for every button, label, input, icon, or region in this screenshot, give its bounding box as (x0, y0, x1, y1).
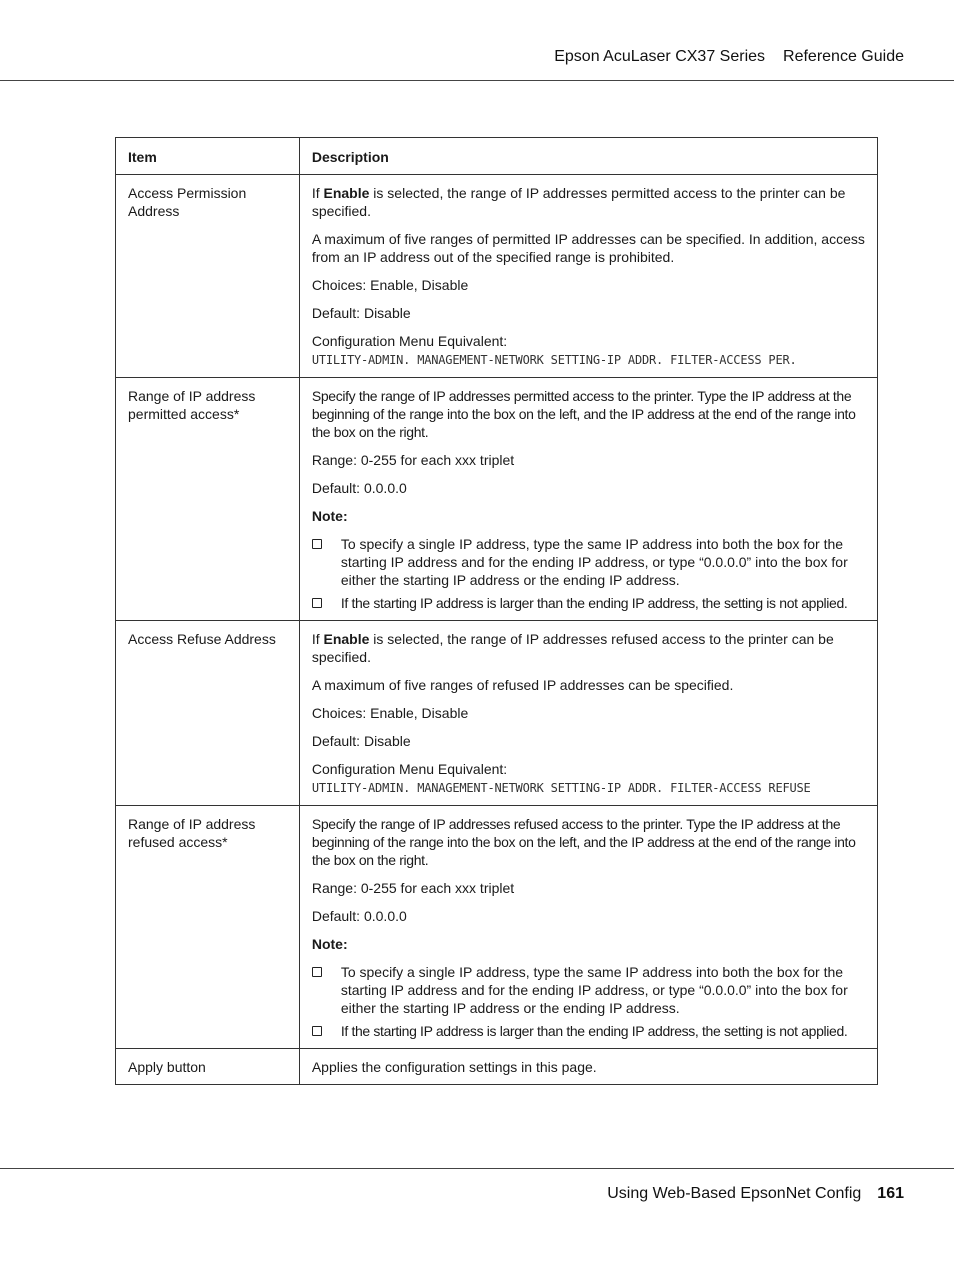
column-header-description: Description (299, 138, 877, 175)
range-text: Range: 0-255 for each xxx triplet (311, 452, 515, 468)
description-paragraph: A maximum of five ranges of permitted IP addresses can be specified. In addition, access from an IP address out of the specified range is prohibited. (311, 231, 865, 265)
note-list (312, 963, 867, 1040)
description-cell (299, 806, 877, 1049)
description-paragraph: Specify the range of IP addresses refused access to the printer. Type the IP address at the beginning of the range into the box on the left, and the IP address at the end of the range into the box on the right. (311, 816, 856, 868)
description-cell (299, 1049, 877, 1085)
table-header-row (116, 138, 878, 175)
note-list (312, 535, 867, 612)
default-text: Default: 0.0.0.0 (311, 908, 407, 924)
note-heading: Note: (311, 936, 348, 952)
enable-keyword: Enable (323, 631, 370, 647)
header-guide: Reference Guide (783, 48, 904, 65)
item-cell: Range of IP address refused access* (116, 806, 300, 1049)
description-paragraph: If Enable is selected, the range of IP addresses permitted access to the printer can be specified. (311, 185, 846, 219)
footer-section: Using Web-Based EpsonNet Config (607, 1185, 862, 1202)
choices-text: Choices: Enable, Disable (311, 277, 469, 293)
description-paragraph: Applies the configuration settings in this page. (311, 1059, 597, 1075)
footer-divider (0, 1168, 954, 1169)
table-row (116, 1049, 878, 1085)
list-item: If the starting IP address is larger than the ending IP address, the setting is not applied. (312, 1022, 867, 1040)
description-cell (299, 378, 877, 621)
table-row (116, 806, 878, 1049)
note-heading: Note: (311, 508, 348, 524)
default-text: Default: Disable (311, 733, 411, 749)
description-paragraph: If Enable is selected, the range of IP addresses refused access to the printer can be specified. (311, 631, 834, 665)
description-paragraph: A maximum of five ranges of refused IP addresses can be specified. (311, 677, 734, 693)
menu-label: Configuration Menu Equivalent: (311, 761, 508, 777)
item-cell: Access Refuse Address (116, 621, 300, 806)
column-header-item: Item (116, 138, 300, 175)
enable-keyword: Enable (323, 185, 370, 201)
menu-path: UTILITY-ADMIN. MANAGEMENT-NETWORK SETTING-IP ADDR. FILTER-ACCESS REFUSE (311, 781, 811, 795)
list-item: If the starting IP address is larger than the ending IP address, the setting is not applied. (312, 594, 867, 612)
table-row (116, 378, 878, 621)
description-cell (299, 621, 877, 806)
list-item: To specify a single IP address, type the same IP address into both the box for the starting IP address and for the ending IP address, or type “0.0.0.0” into the box for either the starting IP address or the ending IP address. (312, 963, 867, 1017)
checkbox-bullet-icon (312, 598, 322, 608)
header-product: Epson AcuLaser CX37 Series (554, 48, 766, 65)
header-divider (0, 80, 954, 81)
settings-table (115, 137, 878, 1085)
menu-path: UTILITY-ADMIN. MANAGEMENT-NETWORK SETTING-IP ADDR. FILTER-ACCESS PER. (311, 353, 797, 367)
list-item: To specify a single IP address, type the same IP address into both the box for the starting IP address and for the ending IP address, or type “0.0.0.0” into the box for either the starting IP address or the ending IP address. (312, 535, 867, 589)
checkbox-bullet-icon (312, 1026, 322, 1036)
table-row (116, 621, 878, 806)
item-cell: Apply button (116, 1049, 300, 1085)
menu-label: Configuration Menu Equivalent: (311, 333, 508, 349)
item-cell: Access Permission Address (116, 175, 300, 378)
range-text: Range: 0-255 for each xxx triplet (311, 880, 515, 896)
table-row (116, 175, 878, 378)
menu-equivalent (312, 760, 867, 797)
default-text: Default: 0.0.0.0 (311, 480, 407, 496)
menu-equivalent (312, 332, 867, 369)
page-footer (607, 1185, 904, 1203)
choices-text: Choices: Enable, Disable (311, 705, 469, 721)
item-cell: Range of IP address permitted access* (116, 378, 300, 621)
checkbox-bullet-icon (312, 539, 322, 549)
checkbox-bullet-icon (312, 967, 322, 977)
default-text: Default: Disable (311, 305, 411, 321)
page-header (554, 48, 904, 66)
description-paragraph: Specify the range of IP addresses permitted access to the printer. Type the IP address at the beginning of the range into the box on the left, and the IP address at the end of the range into the box on the right. (311, 388, 856, 440)
page-number: 161 (877, 1185, 904, 1202)
description-cell (299, 175, 877, 378)
